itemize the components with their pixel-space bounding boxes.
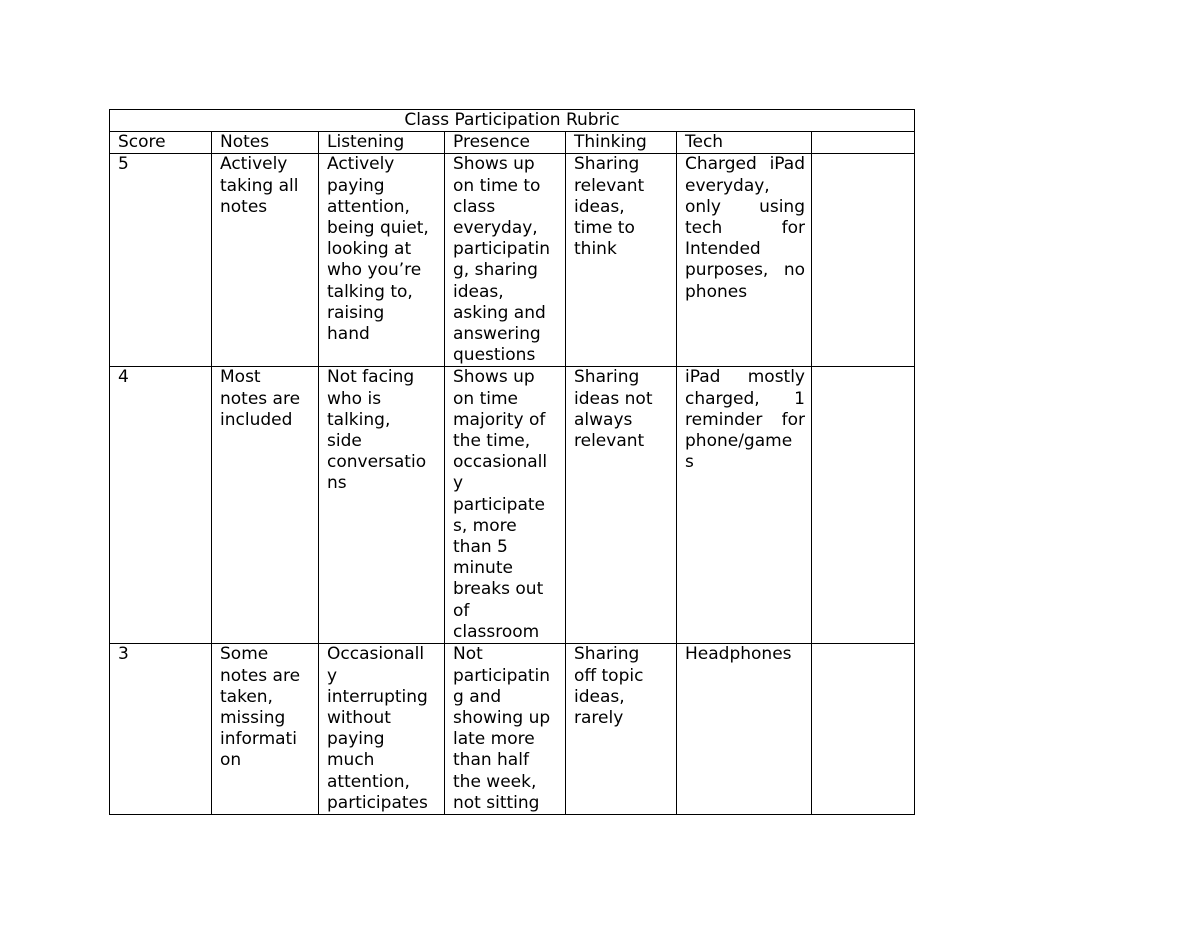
listening-cell: Occasionall y interrupting without paying much attention, participates: [319, 644, 445, 815]
header-tech: Tech: [677, 132, 812, 154]
notes-cell: Most notes are included: [212, 367, 319, 644]
tech-cell: iPad mostly charged, 1 reminder for phone/game s: [677, 367, 812, 644]
tech-cell: Headphones: [677, 644, 812, 815]
score-cell: 4: [110, 367, 212, 644]
participation-rubric-table: [109, 109, 915, 815]
header-notes: Notes: [212, 132, 319, 154]
notes-cell: Some notes are taken, missing informati on: [212, 644, 319, 815]
presence-cell: Shows up on time to class everyday, participatin g, sharing ideas, asking and answering questions: [445, 154, 566, 367]
empty-cell: [812, 367, 915, 644]
thinking-cell: Sharing relevant ideas, time to think: [566, 154, 677, 367]
header-empty: [812, 132, 915, 154]
table-title: Class Participation Rubric: [110, 110, 915, 132]
presence-cell: Not participatin g and showing up late more than half the week, not sitting: [445, 644, 566, 815]
table-header-row: [110, 132, 915, 154]
table-row: [110, 644, 915, 815]
table-row: [110, 154, 915, 367]
header-presence: Presence: [445, 132, 566, 154]
listening-cell: Not facing who is talking, side conversatio ns: [319, 367, 445, 644]
empty-cell: [812, 644, 915, 815]
header-thinking: Thinking: [566, 132, 677, 154]
thinking-cell: Sharing off topic ideas, rarely: [566, 644, 677, 815]
tech-cell: Charged iPad everyday, only using tech for Intended purposes, no phones: [677, 154, 812, 367]
presence-cell: Shows up on time majority of the time, occasionall y participate s, more than 5 minute breaks out of classroom: [445, 367, 566, 644]
header-listening: Listening: [319, 132, 445, 154]
table-title-row: [110, 110, 915, 132]
score-cell: 5: [110, 154, 212, 367]
listening-cell: Actively paying attention, being quiet, looking at who you’re talking to, raising hand: [319, 154, 445, 367]
table-row: [110, 367, 915, 644]
notes-cell: Actively taking all notes: [212, 154, 319, 367]
thinking-cell: Sharing ideas not always relevant: [566, 367, 677, 644]
empty-cell: [812, 154, 915, 367]
score-cell: 3: [110, 644, 212, 815]
header-score: Score: [110, 132, 212, 154]
